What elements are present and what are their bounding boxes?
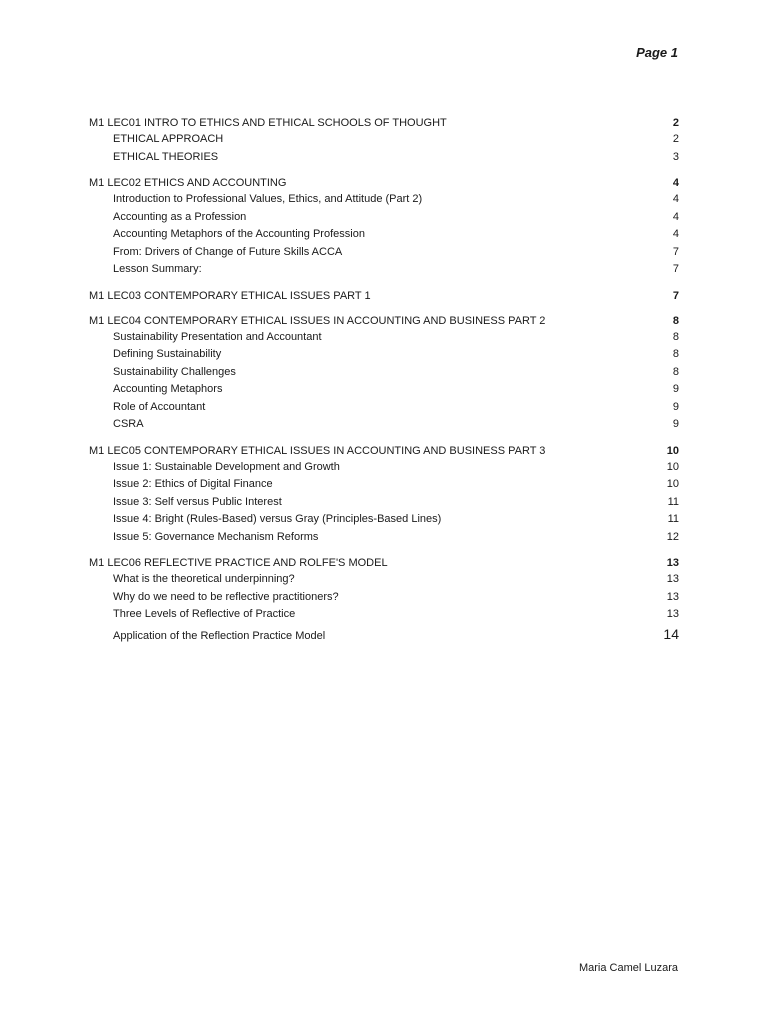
toc-page-number: 4 [672,228,679,240]
toc-entry-title: Application of the Reflection Practice Model [113,629,326,642]
toc-subentry-row[interactable] [89,571,679,589]
toc-subentry-row[interactable] [89,416,679,434]
toc-heading-row[interactable] [89,175,679,191]
toc-entry-title: Lesson Summary: [113,263,202,275]
toc-heading-row[interactable] [89,555,679,571]
toc-entry-title: From: Drivers of Change of Future Skills ACCA [113,245,343,258]
toc-page-number: 8 [672,330,679,343]
toc-entry-title: Issue 1: Sustainable Development and Growth [113,460,340,473]
toc-page-number: 11 [667,495,679,508]
toc-subentry-row[interactable] [89,244,679,262]
toc-heading-row[interactable] [89,443,679,459]
toc-subentry-row[interactable] [89,511,679,529]
toc-page-number: 13 [666,557,679,569]
toc-subentry-row[interactable] [89,149,679,167]
toc-heading-row[interactable] [89,313,679,329]
toc-subentry-row[interactable] [89,261,679,279]
toc-section [89,555,679,645]
toc-page-number: 4 [672,210,679,223]
toc-page-number: 13 [666,573,679,585]
toc-entry-title: Introduction to Professional Values, Ethics, and Attitude (Part 2) [113,193,423,205]
toc-page-number: 8 [672,348,679,360]
toc-entry-title: Accounting Metaphors of the Accounting Profession [113,228,365,240]
toc-subentry-row[interactable] [89,606,679,624]
toc-subentry-row[interactable] [89,226,679,244]
toc-page-number: 13 [666,590,679,603]
toc-entry-title: ETHICAL APPROACH [113,133,224,145]
toc-entry-title: Issue 5: Governance Mechanism Reforms [113,530,319,543]
toc-entry-title: Defining Sustainability [113,348,222,360]
toc-subentry-row[interactable] [89,459,679,477]
toc-section [89,175,679,279]
toc-entry-title: M1 LEC01 INTRO TO ETHICS AND ETHICAL SCHOOLS OF THOUGHT [89,117,447,129]
toc-entry-title: M1 LEC06 REFLECTIVE PRACTICE AND ROLFE'S MODEL [89,557,388,569]
toc-page-number: 10 [666,460,679,473]
toc-subentry-row[interactable] [89,399,679,417]
toc-subentry-row[interactable] [89,529,679,547]
toc-page-number: 4 [672,193,679,205]
toc-page-number: 8 [672,365,679,378]
toc-entry-title: Sustainability Challenges [113,365,236,378]
toc-subentry-row[interactable] [89,494,679,512]
toc-section [89,313,679,434]
toc-entry-title: M1 LEC05 CONTEMPORARY ETHICAL ISSUES IN ACCOUNTING AND BUSINESS PART 3 [89,444,546,457]
toc-page-number: 7 [672,245,679,258]
toc-page-number: 11 [667,513,679,525]
toc-entry-title: Issue 3: Self versus Public Interest [113,495,282,508]
toc-page-number: 9 [672,383,679,395]
toc-entry-title: What is the theoretical underpinning? [113,573,295,585]
toc-section [89,288,679,304]
toc-entry-title: Accounting as a Profession [113,210,247,223]
toc-page-number: 8 [672,314,679,327]
toc-entry-title: M1 LEC04 CONTEMPORARY ETHICAL ISSUES IN ACCOUNTING AND BUSINESS PART 2 [89,314,546,327]
toc-entry-title: Role of Accountant [113,400,206,413]
toc-page-number: 7 [672,289,679,302]
toc-subentry-row[interactable] [89,381,679,399]
toc-page-number: 2 [672,117,679,129]
toc-section [89,115,679,166]
toc-subentry-row[interactable] [89,589,679,607]
toc-page-number: 13 [666,608,679,620]
toc-page-number: 9 [672,400,679,413]
toc-entry-title: M1 LEC02 ETHICS AND ACCOUNTING [89,177,287,189]
toc-entry-title: Issue 2: Ethics of Digital Finance [113,478,273,490]
toc-entry-title: Issue 4: Bright (Rules-Based) versus Gray (Principles-Based Lines) [113,513,442,525]
toc-subentry-row[interactable] [89,624,679,645]
toc-entry-title: Accounting Metaphors [113,383,223,395]
toc-subentry-row[interactable] [89,131,679,149]
toc-page-number: 10 [666,478,679,490]
toc-page-number: 12 [666,530,679,543]
author-name: Maria Camel Luzara [578,962,678,974]
toc-page-number: 7 [672,263,679,275]
toc-section [89,443,679,547]
toc-page-number: 3 [672,150,679,163]
page-number-label: Page 1 [636,45,678,60]
toc-page-number: 14 [663,625,679,642]
table-of-contents [89,115,679,654]
toc-subentry-row[interactable] [89,329,679,347]
toc-subentry-row[interactable] [89,476,679,494]
toc-page-number: 10 [666,444,679,457]
toc-entry-title: Three Levels of Reflective of Practice [113,608,296,620]
toc-entry-title: M1 LEC03 CONTEMPORARY ETHICAL ISSUES PART 1 [89,289,371,302]
toc-subentry-row[interactable] [89,191,679,209]
toc-page-number: 2 [672,133,679,145]
toc-subentry-row[interactable] [89,364,679,382]
toc-entry-title: Sustainability Presentation and Accountant [113,330,322,343]
toc-subentry-row[interactable] [89,209,679,227]
toc-subentry-row[interactable] [89,346,679,364]
toc-heading-row[interactable] [89,115,679,131]
toc-entry-title: Why do we need to be reflective practitioners? [113,590,339,603]
toc-page-number: 4 [672,177,679,189]
toc-heading-row[interactable] [89,288,679,304]
toc-entry-title: CSRA [113,418,144,430]
toc-entry-title: ETHICAL THEORIES [113,150,219,163]
toc-page-number: 9 [672,418,679,430]
